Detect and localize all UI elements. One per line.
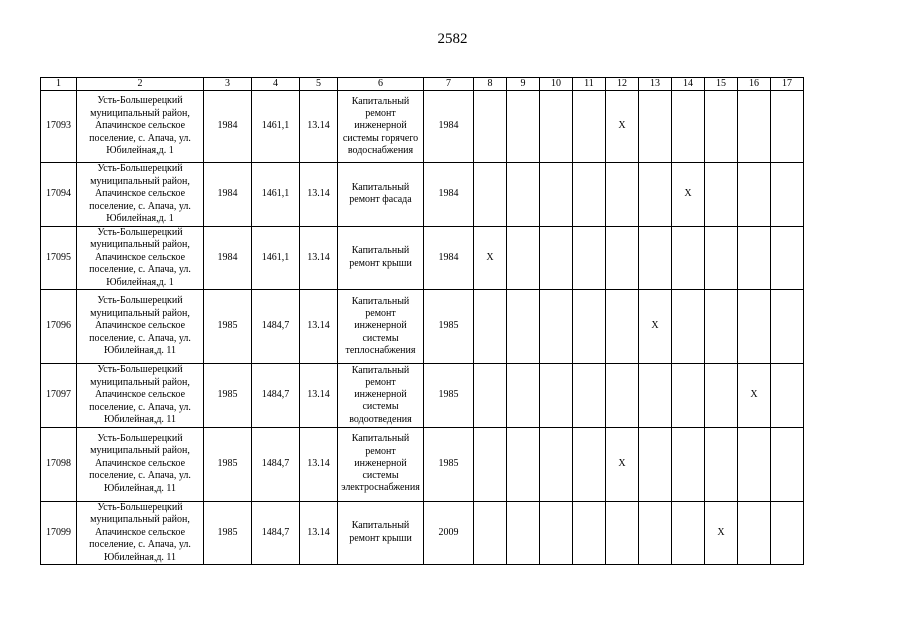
row-id-cell: 17099 [41, 501, 77, 565]
area-cell: 1484,7 [252, 364, 300, 428]
area-cell: 1484,7 [252, 290, 300, 364]
work-type-cell: Капитальный ремонт инженерной системы водоотведения [338, 364, 424, 428]
column-header: 9 [507, 78, 540, 91]
empty-cell [672, 290, 705, 364]
address-cell: Усть-Большерецкий муниципальный район, Апачинское сельское поселение, с. Апача, ул. Юбилейная,д. 11 [77, 501, 204, 565]
empty-cell [573, 91, 606, 163]
empty-cell [606, 364, 639, 428]
empty-cell [474, 364, 507, 428]
column-header: 17 [771, 78, 804, 91]
address-cell: Усть-Большерецкий муниципальный район, Апачинское сельское поселение, с. Апача, ул. Юбилейная,д. 1 [77, 163, 204, 227]
column-header: 16 [738, 78, 771, 91]
empty-cell [705, 91, 738, 163]
empty-cell [672, 501, 705, 565]
empty-cell [639, 364, 672, 428]
mark-cell: X [606, 427, 639, 501]
page-number: 2582 [437, 31, 468, 47]
empty-cell [672, 226, 705, 290]
year-built-cell: 1985 [204, 427, 252, 501]
column-header: 15 [705, 78, 738, 91]
address-cell: Усть-Большерецкий муниципальный район, Апачинское сельское поселение, с. Апача, ул. Юбилейная,д. 11 [77, 364, 204, 428]
table-row [41, 364, 804, 428]
work-type-cell: Капитальный ремонт крыши [338, 226, 424, 290]
column-header: 6 [338, 78, 424, 91]
area-cell: 1484,7 [252, 501, 300, 565]
empty-cell [705, 290, 738, 364]
column-header: 3 [204, 78, 252, 91]
column-header: 4 [252, 78, 300, 91]
empty-cell [672, 364, 705, 428]
table-row [41, 163, 804, 227]
column-header: 13 [639, 78, 672, 91]
code-cell: 13.14 [300, 427, 338, 501]
work-type-cell: Капитальный ремонт крыши [338, 501, 424, 565]
empty-cell [573, 364, 606, 428]
header-row [41, 78, 804, 91]
empty-cell [606, 290, 639, 364]
address-cell: Усть-Большерецкий муниципальный район, Апачинское сельское поселение, с. Апача, ул. Юбилейная,д. 11 [77, 290, 204, 364]
work-year-cell: 1985 [424, 427, 474, 501]
empty-cell [738, 290, 771, 364]
empty-cell [771, 226, 804, 290]
empty-cell [705, 163, 738, 227]
empty-cell [507, 427, 540, 501]
code-cell: 13.14 [300, 364, 338, 428]
mark-cell: X [606, 91, 639, 163]
address-cell: Усть-Большерецкий муниципальный район, Апачинское сельское поселение, с. Апача, ул. Юбилейная,д. 11 [77, 427, 204, 501]
year-built-cell: 1985 [204, 364, 252, 428]
column-header: 10 [540, 78, 573, 91]
year-built-cell: 1984 [204, 91, 252, 163]
year-built-cell: 1985 [204, 501, 252, 565]
code-cell: 13.14 [300, 501, 338, 565]
mark-cell: X [639, 290, 672, 364]
empty-cell [738, 163, 771, 227]
empty-cell [738, 226, 771, 290]
empty-cell [540, 427, 573, 501]
code-cell: 13.14 [300, 226, 338, 290]
work-year-cell: 1984 [424, 226, 474, 290]
area-cell: 1461,1 [252, 163, 300, 227]
address-cell: Усть-Большерецкий муниципальный район, Апачинское сельское поселение, с. Апача, ул. Юбилейная,д. 1 [77, 226, 204, 290]
column-header: 2 [77, 78, 204, 91]
empty-cell [573, 501, 606, 565]
area-cell: 1461,1 [252, 91, 300, 163]
empty-cell [507, 226, 540, 290]
empty-cell [705, 226, 738, 290]
empty-cell [474, 501, 507, 565]
work-type-cell: Капитальный ремонт фасада [338, 163, 424, 227]
column-header: 14 [672, 78, 705, 91]
empty-cell [771, 163, 804, 227]
work-year-cell: 1985 [424, 364, 474, 428]
empty-cell [738, 427, 771, 501]
code-cell: 13.14 [300, 91, 338, 163]
work-year-cell: 2009 [424, 501, 474, 565]
empty-cell [540, 91, 573, 163]
empty-cell [639, 163, 672, 227]
mark-cell: X [705, 501, 738, 565]
year-built-cell: 1984 [204, 163, 252, 227]
table-row [41, 290, 804, 364]
year-built-cell: 1984 [204, 226, 252, 290]
mark-cell: X [474, 226, 507, 290]
empty-cell [507, 290, 540, 364]
year-built-cell: 1985 [204, 290, 252, 364]
empty-cell [705, 364, 738, 428]
row-id-cell: 17098 [41, 427, 77, 501]
empty-cell [639, 91, 672, 163]
mark-cell: X [672, 163, 705, 227]
empty-cell [474, 163, 507, 227]
repair-schedule-table [40, 77, 804, 565]
table-row [41, 427, 804, 501]
empty-cell [573, 290, 606, 364]
empty-cell [507, 91, 540, 163]
empty-cell [606, 501, 639, 565]
empty-cell [540, 501, 573, 565]
empty-cell [771, 501, 804, 565]
empty-cell [771, 290, 804, 364]
empty-cell [507, 501, 540, 565]
work-type-cell: Капитальный ремонт инженерной системы электроснабжения [338, 427, 424, 501]
empty-cell [540, 290, 573, 364]
empty-cell [606, 163, 639, 227]
empty-cell [606, 226, 639, 290]
empty-cell [474, 91, 507, 163]
empty-cell [639, 501, 672, 565]
address-cell: Усть-Большерецкий муниципальный район, Апачинское сельское поселение, с. Апача, ул. Юбилейная,д. 1 [77, 91, 204, 163]
empty-cell [738, 501, 771, 565]
empty-cell [540, 226, 573, 290]
empty-cell [639, 427, 672, 501]
empty-cell [540, 364, 573, 428]
row-id-cell: 17097 [41, 364, 77, 428]
empty-cell [672, 91, 705, 163]
empty-cell [573, 163, 606, 227]
empty-cell [573, 226, 606, 290]
row-id-cell: 17094 [41, 163, 77, 227]
column-header: 7 [424, 78, 474, 91]
empty-cell [474, 290, 507, 364]
work-year-cell: 1984 [424, 91, 474, 163]
column-header: 12 [606, 78, 639, 91]
area-cell: 1461,1 [252, 226, 300, 290]
row-id-cell: 17096 [41, 290, 77, 364]
empty-cell [507, 163, 540, 227]
row-id-cell: 17093 [41, 91, 77, 163]
empty-cell [771, 427, 804, 501]
work-type-cell: Капитальный ремонт инженерной системы теплоснабжения [338, 290, 424, 364]
column-header: 5 [300, 78, 338, 91]
table-row [41, 226, 804, 290]
empty-cell [507, 364, 540, 428]
column-header: 11 [573, 78, 606, 91]
empty-cell [672, 427, 705, 501]
code-cell: 13.14 [300, 290, 338, 364]
table-row [41, 501, 804, 565]
empty-cell [474, 427, 507, 501]
column-header: 8 [474, 78, 507, 91]
empty-cell [573, 427, 606, 501]
work-year-cell: 1985 [424, 290, 474, 364]
empty-cell [771, 91, 804, 163]
mark-cell: X [738, 364, 771, 428]
column-header: 1 [41, 78, 77, 91]
empty-cell [705, 427, 738, 501]
empty-cell [738, 91, 771, 163]
empty-cell [771, 364, 804, 428]
work-year-cell: 1984 [424, 163, 474, 227]
table-row [41, 91, 804, 163]
row-id-cell: 17095 [41, 226, 77, 290]
area-cell: 1484,7 [252, 427, 300, 501]
empty-cell [540, 163, 573, 227]
empty-cell [639, 226, 672, 290]
code-cell: 13.14 [300, 163, 338, 227]
work-type-cell: Капитальный ремонт инженерной системы горячего водоснабжения [338, 91, 424, 163]
